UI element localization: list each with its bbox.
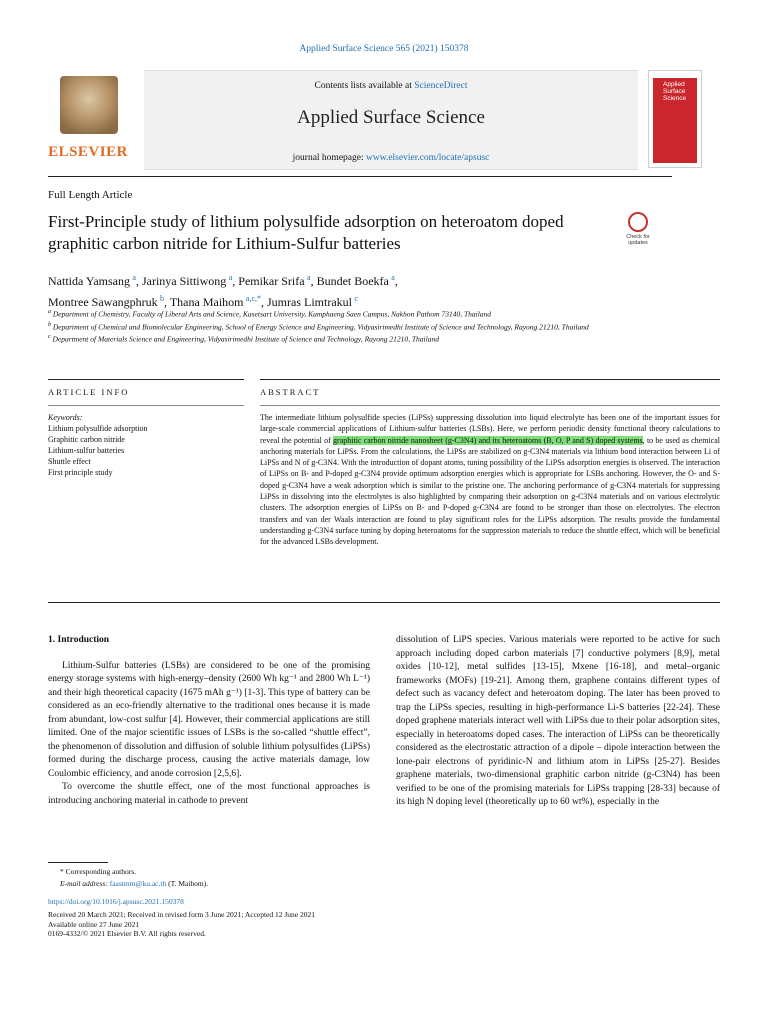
paragraph: To overcome the shuttle effect, one of the most functional approaches is introducing anchoring material in cathode to prevent <box>48 782 370 806</box>
email-suffix: (T. Maihom). <box>166 878 209 888</box>
keyword-item: Graphitic carbon nitride <box>48 435 125 444</box>
journal-header <box>48 70 687 168</box>
article-info-heading: ARTICLE INFO <box>48 387 130 397</box>
author-name[interactable]: Jarinya Sittiwong <box>141 274 227 288</box>
divider <box>48 405 244 406</box>
crossmark-label: Check for updates <box>626 234 650 246</box>
journal-name: Applied Surface Science <box>297 107 485 128</box>
affiliation-text: Department of Chemistry, Faculty of Liberal Arts and Science, Kasetsart University, Kamphaeng Saen Campus, Nakhon Pathom 73140, Thailand <box>52 309 492 319</box>
homepage-prefix: journal homepage: <box>292 153 366 163</box>
check-for-updates-badge[interactable] <box>622 212 654 248</box>
elsevier-wordmark: ELSEVIER <box>48 144 128 160</box>
keywords-block <box>48 412 244 478</box>
author-name[interactable]: Thana Maihom <box>169 295 244 309</box>
abstract-text <box>260 412 720 548</box>
journal-cover-image[interactable] <box>648 70 702 168</box>
affiliation-key: c <box>48 334 51 340</box>
affiliation-key: b <box>48 321 51 328</box>
header-divider <box>48 176 672 177</box>
affiliation-text: Department of Materials Science and Engineering, Vidyasirimedhi Institute of Science and Technology, Rayong 21210, Thailand <box>52 334 439 344</box>
divider <box>260 379 720 380</box>
body-column-right <box>396 634 720 810</box>
crossmark-icon <box>628 212 648 232</box>
affiliation-key: a <box>48 309 51 315</box>
author-list: Nattida Yamsang $^a$, Jarinya Sittiwong $^a$, Pemikar Srifa $^a$, Bundet Boekfa $^a$, Montree Sawangphruk $^b$, Thana Maihom $^{a,c,*}$, Jumras Limtrakul $^c$ <box>48 273 398 309</box>
author-name[interactable]: Bundet Boekfa <box>316 274 389 288</box>
journal-citation[interactable]: Applied Surface Science 565 (2021) 150378 <box>299 44 469 54</box>
author-affiliation-mark[interactable]: a,c,* <box>245 294 262 303</box>
doi-link[interactable]: https://doi.org/10.1016/j.apsusc.2021.150378 <box>48 897 184 906</box>
footnote-divider <box>48 862 108 863</box>
elsevier-logo[interactable] <box>48 74 128 166</box>
author-name[interactable]: Pemikar Srifa <box>238 274 305 288</box>
author-affiliation-mark[interactable]: c <box>354 294 358 303</box>
contents-line <box>144 81 638 91</box>
author-affiliation-mark[interactable]: a <box>391 273 395 282</box>
cover-title: Applied Surface Science <box>663 81 687 102</box>
author-name[interactable]: Jumras Limtrakul <box>267 295 352 309</box>
email-link[interactable]: faastmm@ku.ac.th <box>109 878 167 888</box>
keyword-item: Lithium polysulfide adsorption <box>48 424 148 433</box>
journal-homepage-link[interactable]: www.elsevier.com/locate/apsusc <box>365 153 490 163</box>
abstract-highlight[interactable]: graphitic carbon nitride nanosheet (g-C3N4) and its heteroatoms (B, O, P and S) doped systems <box>333 435 643 445</box>
abstract-part: , to be used as chemical anchoring materials for LiPSs. From the calculations, the LiPSs are stabilized on g-C3N4 materials via lithium bond interaction between Li of LiPSs and N of g-C3N4. With the introduction of dopant atoms, tuning possibility of the LiPSs adsorption energies is observed. The interaction of LiPSs on B- and P-doped g-C3N4 provide optimum adsorption energies which is appropriate for LSBs anchoring. However, the O- and S-doped g-C3N4 have a weak adsorption which is similar to the pristine one. The anchoring performance of g-C3N4 materials for suppressing LiPSs in dissolving into the electrolytes is also highlighted by comparing their adsorption on g-C3N4 materials and on various electrolytic clusters. The adsorption energies of LiPSs on B- and P-doped g-C3N4 are found to be stronger than those on electrolytes. The electron transfers and van der Waals interaction are found to play significant roles for the LiPSs adsorption. The results provide the fundamental understanding g-C3N4 surface tuning by doping heteroatoms for the suppression materials to reduce the shuttle effect, which will be beneficial for the advanced LSBs development. <box>260 435 720 547</box>
date-line: Received 20 March 2021; Received in revised form 3 June 2021; Accepted 12 June 2021 <box>48 910 316 919</box>
article-title: First-Principle study of lithium polysulfide adsorption on heteroatom doped graphitic carbon nitride for Lithium-Sulfur batteries <box>48 212 564 253</box>
keyword-item: Lithium-sulfur batteries <box>48 446 125 455</box>
author-name[interactable]: Nattida Yamsang <box>48 274 130 288</box>
keywords-label: Keywords: <box>48 413 83 422</box>
email-label: E-mail address: <box>60 878 110 888</box>
body-column-left <box>48 634 370 808</box>
abstract-heading: ABSTRACT <box>260 387 321 397</box>
sciencedirect-link[interactable]: ScienceDirect <box>414 81 468 91</box>
affiliation-item <box>48 320 668 333</box>
keyword-item: First principle study <box>48 468 113 477</box>
author-affiliation-mark[interactable]: a <box>307 273 311 282</box>
homepage-line <box>144 153 638 163</box>
corresponding-footnote <box>60 866 660 889</box>
author-affiliation-mark[interactable]: b <box>160 294 165 303</box>
abstract-part: The intermediate lithium polysulfide species (LiPSs) suppressing dissolution into liquid electrolyte has been one of the important issues for large-scale commercial applications of Lithium-sulfur batteries (LSBs). Here, we perform periodic density functional theory calculations to reveal the potential of <box>260 413 720 445</box>
journal-banner <box>144 70 638 170</box>
paragraph: dissolution of LiPS species. Various materials were reported to be active for such approach including doped carbon materials [7] conductive polymers [8,9], metal oxides [10-12], metal sulfides [13-15], Mxene [16-18], and metal–organic frameworks (MOFs) [19-21]. Among them, graphene contains different types of defect such as vacancy defect and heteroatom doping. The later has been proved to trap the LiPSs species, resulting in high-performance Li-S batteries [22-24]. These doped graphene materials interact well with LiPSs due to their polar adsorption sites, especially in heteroatoms doped cases. The interaction of LiPSs can be theoretically considered as the electrostatic attraction of a dipole – dipole interaction between the lone-pair electrons of pyridinic-N and lithium atom in LiPSs [25-27]. Besides graphene materials, two-dimensional graphitic carbon nitride (g-C3N4) has been verified to be one of the promising materials for LiPSs trapping [28-33] because of its high N doping level (theoretically up to 60 wt%), especially in the <box>396 635 720 807</box>
contents-prefix: Contents lists available at <box>314 81 415 91</box>
affiliation-text: Department of Chemical and Biomolecular Engineering, School of Energy Science and Engineering, Vidyasirimedhi Institute of Science and Technology, Rayong 21210, Thailand <box>52 322 589 331</box>
author-affiliation-mark[interactable]: a <box>132 273 136 282</box>
affiliations <box>48 307 668 345</box>
article-type: Full Length Article <box>48 189 133 201</box>
keyword-item: Shuttle effect <box>48 457 91 466</box>
cover-band <box>653 75 697 78</box>
author-affiliation-mark[interactable]: a <box>228 273 233 282</box>
divider <box>48 602 720 603</box>
paragraph: Lithium-Sulfur batteries (LSBs) are considered to be one of the promising energy storage systems with high-energy–density (2600 Wh kg⁻¹ and 2800 Wh L⁻¹) and their high theoretical capacity (1675 mAh g⁻¹) [1-3]. This type of battery can be considered as an eco-friendly alternative to the traditional ones because it is made from abundant, low-cost sulfur [4]. However, their commercial applications are still limited. One of the major scientific issues of LSBs is the so-called “shuttle effect”, the phenomenon of dissolution and diffusion of soluble lithium polysulfides (LiPSs) formed during the discharge process, causing the active materials damage, low Coulombic efficiency, and anode corrosion [2,5,6]. <box>48 660 370 779</box>
elsevier-tree-icon <box>60 76 118 134</box>
email-line <box>60 878 660 890</box>
section-heading: 1. Introduction <box>48 635 110 645</box>
corresponding-note: * Corresponding authors. <box>60 867 137 876</box>
divider <box>48 379 244 380</box>
author-name[interactable]: Montree Sawangphruk <box>48 295 158 309</box>
affiliation-item <box>48 307 668 320</box>
date-line: 0169-4332/© 2021 Elsevier B.V. All rights reserved. <box>48 929 206 938</box>
divider <box>260 405 720 406</box>
date-line: Available online 27 June 2021 <box>48 919 140 929</box>
affiliation-item <box>48 332 668 345</box>
publication-dates <box>48 910 668 939</box>
